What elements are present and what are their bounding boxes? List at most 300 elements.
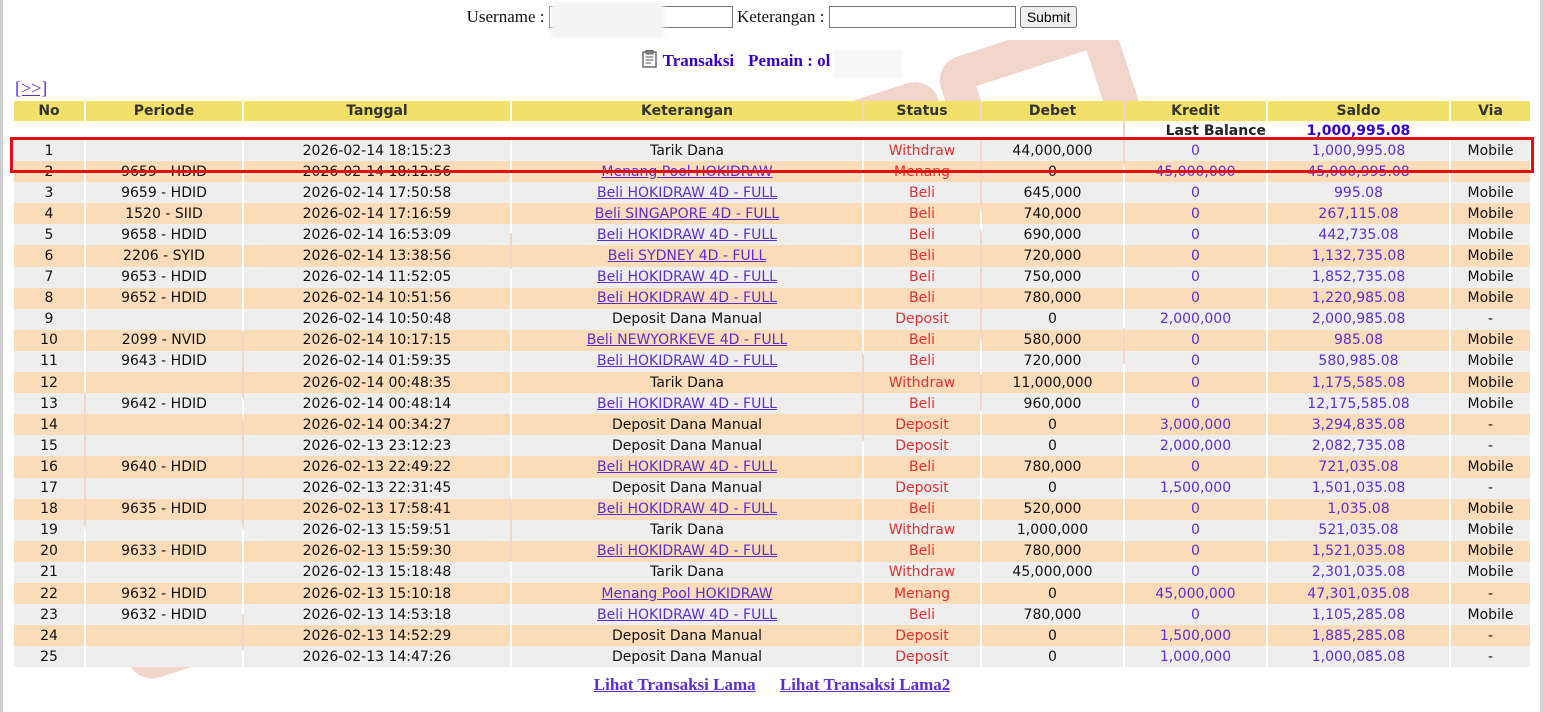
table-row (14, 414, 1530, 435)
cell-periode: 9640 - HDID (86, 456, 242, 477)
keterangan-link[interactable]: Beli HOKIDRAW 4D - FULL (597, 606, 777, 623)
cell-tanggal: 2026-02-14 00:34:27 (244, 414, 510, 435)
cell-via: Mobile (1451, 288, 1530, 309)
cell-kredit: 0 (1125, 203, 1266, 224)
search-bar (0, 6, 1544, 28)
clipboard-icon (642, 50, 657, 73)
cell-saldo: 267,115.08 (1268, 203, 1449, 224)
cell-periode: 9635 - HDID (86, 499, 242, 520)
cell-no: 20 (14, 541, 84, 562)
cell-keterangan (512, 372, 862, 393)
cell-debet: 0 (982, 583, 1123, 604)
cell-kredit: 2,000,000 (1125, 309, 1266, 330)
cell-no: 1 (14, 140, 84, 161)
cell-saldo: 521,035.08 (1268, 520, 1449, 541)
table-row (14, 562, 1530, 583)
cell-debet: 780,000 (982, 456, 1123, 477)
cell-via: Mobile (1451, 456, 1530, 477)
cell-periode: 9652 - HDID (86, 288, 242, 309)
cell-no: 9 (14, 309, 84, 330)
cell-periode: 1520 - SIID (86, 203, 242, 224)
cell-status: Menang (864, 583, 980, 604)
cell-status: Deposit (864, 435, 980, 456)
keterangan-link[interactable]: Beli HOKIDRAW 4D - FULL (597, 543, 777, 560)
cell-periode: 9642 - HDID (86, 393, 242, 414)
table-row (14, 267, 1530, 288)
cell-kredit: 0 (1125, 456, 1266, 477)
cell-no: 24 (14, 625, 84, 646)
cell-tanggal: 2026-02-14 00:48:35 (244, 372, 510, 393)
cell-via: - (1451, 414, 1530, 435)
cell-no: 5 (14, 224, 84, 245)
cell-kredit: 0 (1125, 562, 1266, 583)
cell-status: Beli (864, 203, 980, 224)
cell-tanggal: 2026-02-13 15:18:48 (244, 562, 510, 583)
table-row (14, 224, 1530, 245)
cell-status: Beli (864, 499, 980, 520)
table-row (14, 435, 1530, 456)
cell-debet: 720,000 (982, 245, 1123, 266)
col-header-kredit: Kredit (1125, 101, 1266, 121)
last-balance-value: 1,000,995.08 (1268, 121, 1449, 140)
cell-periode (86, 414, 242, 435)
page-heading (0, 50, 1544, 73)
table-row (14, 520, 1530, 541)
cell-via: - (1451, 583, 1530, 604)
cell-debet: 780,000 (982, 604, 1123, 625)
cell-debet: 0 (982, 435, 1123, 456)
keterangan-text: Deposit Dana Manual (611, 648, 763, 665)
cell-via: Mobile (1451, 562, 1530, 583)
cell-tanggal: 2026-02-13 14:47:26 (244, 646, 510, 667)
keterangan-link[interactable]: Beli HOKIDRAW 4D - FULL (597, 290, 777, 307)
cell-saldo: 1,132,735.08 (1268, 245, 1449, 266)
keterangan-label: Keterangan : (736, 7, 825, 27)
cell-status: Beli (864, 267, 980, 288)
cell-status: Deposit (864, 478, 980, 499)
cell-saldo: 1,105,285.08 (1268, 604, 1449, 625)
last-balance-spacer (14, 121, 1123, 140)
cell-tanggal: 2026-02-14 01:59:35 (244, 351, 510, 372)
next-page-link[interactable]: [>>] (15, 78, 48, 98)
cell-saldo: 1,035.08 (1268, 499, 1449, 520)
col-header-periode: Periode (86, 101, 242, 121)
cell-tanggal: 2026-02-14 17:50:58 (244, 182, 510, 203)
cell-status: Beli (864, 224, 980, 245)
cell-tanggal: 2026-02-13 15:10:18 (244, 583, 510, 604)
cell-saldo: 3,294,835.08 (1268, 414, 1449, 435)
cell-via: - (1451, 646, 1530, 667)
cell-kredit: 0 (1125, 372, 1266, 393)
table-row (14, 583, 1530, 604)
cell-periode (86, 309, 242, 330)
cell-periode (86, 140, 242, 161)
table-row (14, 245, 1530, 266)
cell-kredit: 0 (1125, 520, 1266, 541)
cell-debet: 0 (982, 414, 1123, 435)
cell-no: 25 (14, 646, 84, 667)
cell-tanggal: 2026-02-14 11:52:05 (244, 267, 510, 288)
keterangan-text: Tarik Dana (650, 564, 724, 581)
cell-debet: 960,000 (982, 393, 1123, 414)
last-balance-label: Last Balance (1125, 121, 1266, 140)
cell-debet: 0 (982, 161, 1123, 182)
transactions-table (12, 101, 1532, 667)
table-header-row (14, 101, 1530, 121)
keterangan-link[interactable]: Beli SYDNEY 4D - FULL (607, 248, 767, 265)
cell-via: Mobile (1451, 393, 1530, 414)
cell-kredit: 0 (1125, 499, 1266, 520)
col-header-keterangan: Keterangan (512, 101, 862, 121)
table-row (14, 140, 1530, 161)
cell-tanggal: 2026-02-13 23:12:23 (244, 435, 510, 456)
cell-debet: 0 (982, 478, 1123, 499)
cell-tanggal: 2026-02-13 15:59:51 (244, 520, 510, 541)
cell-periode: 9633 - HDID (86, 541, 242, 562)
cell-debet: 1,000,000 (982, 520, 1123, 541)
col-header-debet: Debet (982, 101, 1123, 121)
cell-status: Deposit (864, 625, 980, 646)
table-row (14, 499, 1530, 520)
cell-keterangan (512, 520, 862, 541)
cell-kredit: 2,000,000 (1125, 435, 1266, 456)
cell-keterangan (512, 140, 862, 161)
cell-debet: 690,000 (982, 224, 1123, 245)
cell-tanggal: 2026-02-14 18:12:56 (244, 161, 510, 182)
keterangan-text: Deposit Dana Manual (611, 416, 763, 433)
cell-periode (86, 435, 242, 456)
cell-keterangan (512, 309, 862, 330)
cell-debet: 740,000 (982, 203, 1123, 224)
table-row (14, 288, 1530, 309)
cell-debet: 44,000,000 (982, 140, 1123, 161)
cell-via: - (1451, 161, 1530, 182)
cell-saldo: 721,035.08 (1268, 456, 1449, 477)
cell-keterangan (512, 456, 862, 477)
cell-status: Beli (864, 330, 980, 351)
cell-via: Mobile (1451, 499, 1530, 520)
cell-periode: 2206 - SYID (86, 245, 242, 266)
cell-tanggal: 2026-02-14 17:16:59 (244, 203, 510, 224)
cell-tanggal: 2026-02-13 17:58:41 (244, 499, 510, 520)
cell-via: Mobile (1451, 541, 1530, 562)
table-row (14, 351, 1530, 372)
cell-via: - (1451, 309, 1530, 330)
cell-via: - (1451, 435, 1530, 456)
cell-kredit: 0 (1125, 351, 1266, 372)
table-row (14, 604, 1530, 625)
keterangan-link[interactable]: Beli HOKIDRAW 4D - FULL (597, 269, 777, 286)
cell-periode: 9658 - HDID (86, 224, 242, 245)
cell-no: 21 (14, 562, 84, 583)
cell-keterangan (512, 604, 862, 625)
cell-saldo: 1,000,995.08 (1268, 140, 1449, 161)
cell-keterangan (512, 562, 862, 583)
cell-debet: 750,000 (982, 267, 1123, 288)
cell-no: 11 (14, 351, 84, 372)
cell-keterangan (512, 625, 862, 646)
cell-saldo: 45,000,995.08 (1268, 161, 1449, 182)
last-balance-row (14, 121, 1530, 140)
cell-status: Withdraw (864, 140, 980, 161)
keterangan-text: Deposit Dana Manual (611, 627, 763, 644)
cell-saldo: 1,000,085.08 (1268, 646, 1449, 667)
table-row (14, 646, 1530, 667)
table-row (14, 541, 1530, 562)
table-row (14, 203, 1530, 224)
keterangan-text: Deposit Dana Manual (611, 311, 763, 328)
cell-kredit: 0 (1125, 267, 1266, 288)
cell-saldo: 2,082,735.08 (1268, 435, 1449, 456)
table-row (14, 330, 1530, 351)
cell-keterangan (512, 583, 862, 604)
cell-no: 7 (14, 267, 84, 288)
cell-keterangan (512, 351, 862, 372)
cell-kredit: 3,000,000 (1125, 414, 1266, 435)
cell-keterangan (512, 499, 862, 520)
old-transactions-link[interactable]: Lihat Transaksi Lama (593, 675, 756, 694)
cell-no: 16 (14, 456, 84, 477)
cell-tanggal: 2026-02-14 16:53:09 (244, 224, 510, 245)
cell-tanggal: 2026-02-14 00:48:14 (244, 393, 510, 414)
cell-saldo: 12,175,585.08 (1268, 393, 1449, 414)
cell-saldo: 1,521,035.08 (1268, 541, 1449, 562)
cell-periode: 9632 - HDID (86, 604, 242, 625)
cell-periode (86, 625, 242, 646)
keterangan-text: Deposit Dana Manual (611, 480, 763, 497)
keterangan-link[interactable]: Beli HOKIDRAW 4D - FULL (597, 501, 777, 518)
heading-transaksi: Transaksi (662, 51, 735, 70)
cell-kredit: 1,500,000 (1125, 625, 1266, 646)
table-row (14, 478, 1530, 499)
heading-pemain: Pemain : ol (748, 51, 831, 70)
cell-tanggal: 2026-02-14 18:15:23 (244, 140, 510, 161)
table-row (14, 625, 1530, 646)
cell-status: Deposit (864, 414, 980, 435)
username-label: Username : (466, 7, 545, 27)
cell-kredit: 1,500,000 (1125, 478, 1266, 499)
keterangan-link[interactable]: Beli SINGAPORE 4D - FULL (594, 205, 780, 222)
cell-status: Menang (864, 161, 980, 182)
cell-keterangan (512, 182, 862, 203)
cell-periode (86, 372, 242, 393)
cell-via: Mobile (1451, 330, 1530, 351)
cell-tanggal: 2026-02-14 10:17:15 (244, 330, 510, 351)
cell-status: Withdraw (864, 372, 980, 393)
cell-via: Mobile (1451, 351, 1530, 372)
cell-periode: 9643 - HDID (86, 351, 242, 372)
keterangan-link[interactable]: Beli HOKIDRAW 4D - FULL (597, 395, 777, 412)
cell-periode (86, 646, 242, 667)
cell-periode: 9653 - HDID (86, 267, 242, 288)
cell-no: 3 (14, 182, 84, 203)
cell-keterangan (512, 478, 862, 499)
cell-kredit: 0 (1125, 182, 1266, 203)
cell-debet: 45,000,000 (982, 562, 1123, 583)
last-balance-empty (1451, 121, 1530, 140)
keterangan-text: Tarik Dana (650, 142, 724, 159)
keterangan-link[interactable]: Beli HOKIDRAW 4D - FULL (597, 184, 777, 201)
cell-periode: 9659 - HDID (86, 161, 242, 182)
cell-status: Withdraw (864, 520, 980, 541)
cell-saldo: 995.08 (1268, 182, 1449, 203)
cell-kredit: 0 (1125, 604, 1266, 625)
cell-debet: 780,000 (982, 288, 1123, 309)
keterangan-link[interactable]: Beli HOKIDRAW 4D - FULL (597, 226, 777, 243)
table-row (14, 161, 1530, 182)
cell-no: 15 (14, 435, 84, 456)
old-transactions-2-link[interactable]: Lihat Transaksi Lama2 (779, 675, 951, 694)
keterangan-link[interactable]: Beli HOKIDRAW 4D - FULL (597, 353, 777, 370)
cell-kredit: 0 (1125, 393, 1266, 414)
cell-status: Withdraw (864, 562, 980, 583)
cell-kredit: 0 (1125, 541, 1266, 562)
keterangan-input[interactable] (829, 6, 1016, 28)
cell-saldo: 1,885,285.08 (1268, 625, 1449, 646)
cell-no: 17 (14, 478, 84, 499)
cell-no: 8 (14, 288, 84, 309)
cell-saldo: 985.08 (1268, 330, 1449, 351)
cell-saldo: 1,220,985.08 (1268, 288, 1449, 309)
cell-keterangan (512, 267, 862, 288)
cell-kredit: 45,000,000 (1125, 161, 1266, 182)
cell-kredit: 0 (1125, 140, 1266, 161)
cell-status: Beli (864, 182, 980, 203)
cell-saldo: 47,301,035.08 (1268, 583, 1449, 604)
cell-status: Beli (864, 245, 980, 266)
cell-keterangan (512, 203, 862, 224)
cell-via: Mobile (1451, 604, 1530, 625)
table-row (14, 393, 1530, 414)
footer-links (0, 675, 1544, 695)
cell-kredit: 0 (1125, 224, 1266, 245)
redacted-player-overlay (833, 49, 903, 79)
cell-debet: 645,000 (982, 182, 1123, 203)
cell-periode (86, 478, 242, 499)
cell-tanggal: 2026-02-13 14:53:18 (244, 604, 510, 625)
cell-no: 10 (14, 330, 84, 351)
cell-via: - (1451, 625, 1530, 646)
cell-saldo: 2,000,985.08 (1268, 309, 1449, 330)
table-row (14, 372, 1530, 393)
cell-via: Mobile (1451, 520, 1530, 541)
cell-no: 2 (14, 161, 84, 182)
cell-debet: 0 (982, 625, 1123, 646)
cell-status: Beli (864, 456, 980, 477)
cell-no: 18 (14, 499, 84, 520)
cell-via: Mobile (1451, 182, 1530, 203)
redacted-username-overlay (551, 2, 664, 38)
col-header-via: Via (1451, 101, 1530, 121)
cell-tanggal: 2026-02-13 22:31:45 (244, 478, 510, 499)
cell-via: Mobile (1451, 267, 1530, 288)
cell-status: Beli (864, 541, 980, 562)
keterangan-text: Tarik Dana (650, 374, 724, 391)
cell-saldo: 1,175,585.08 (1268, 372, 1449, 393)
keterangan-link[interactable]: Menang Pool HOKIDRAW (601, 163, 773, 180)
submit-button[interactable]: Submit (1020, 6, 1078, 28)
cell-debet: 780,000 (982, 541, 1123, 562)
cell-debet: 520,000 (982, 499, 1123, 520)
cell-keterangan (512, 161, 862, 182)
cell-keterangan (512, 393, 862, 414)
keterangan-text: Deposit Dana Manual (611, 437, 763, 454)
cell-periode: 2099 - NVID (86, 330, 242, 351)
cell-saldo: 1,501,035.08 (1268, 478, 1449, 499)
col-header-status: Status (864, 101, 980, 121)
cell-tanggal: 2026-02-14 10:51:56 (244, 288, 510, 309)
cell-kredit: 0 (1125, 288, 1266, 309)
cell-no: 13 (14, 393, 84, 414)
cell-no: 12 (14, 372, 84, 393)
cell-status: Deposit (864, 309, 980, 330)
cell-via: Mobile (1451, 203, 1530, 224)
cell-saldo: 1,852,735.08 (1268, 267, 1449, 288)
cell-keterangan (512, 435, 862, 456)
cell-status: Deposit (864, 646, 980, 667)
cell-tanggal: 2026-02-13 22:49:22 (244, 456, 510, 477)
cell-tanggal: 2026-02-14 10:50:48 (244, 309, 510, 330)
cell-via: Mobile (1451, 372, 1530, 393)
keterangan-link[interactable]: Beli NEWYORKEVE 4D - FULL (586, 332, 788, 349)
keterangan-text: Tarik Dana (650, 522, 724, 539)
cell-no: 22 (14, 583, 84, 604)
cell-via: - (1451, 478, 1530, 499)
cell-status: Beli (864, 351, 980, 372)
keterangan-link[interactable]: Menang Pool HOKIDRAW (601, 585, 773, 602)
cell-tanggal: 2026-02-14 13:38:56 (244, 245, 510, 266)
page-scrollbar-edge (1540, 0, 1544, 712)
cell-debet: 720,000 (982, 351, 1123, 372)
cell-debet: 0 (982, 646, 1123, 667)
cell-kredit: 1,000,000 (1125, 646, 1266, 667)
cell-via: Mobile (1451, 224, 1530, 245)
cell-tanggal: 2026-02-13 15:59:30 (244, 541, 510, 562)
table-row (14, 182, 1530, 203)
cell-keterangan (512, 245, 862, 266)
cell-no: 6 (14, 245, 84, 266)
table-row (14, 456, 1530, 477)
table-row (14, 309, 1530, 330)
cell-saldo: 580,985.08 (1268, 351, 1449, 372)
cell-via: Mobile (1451, 245, 1530, 266)
cell-keterangan (512, 288, 862, 309)
cell-keterangan (512, 330, 862, 351)
cell-keterangan (512, 541, 862, 562)
cell-no: 14 (14, 414, 84, 435)
cell-kredit: 0 (1125, 330, 1266, 351)
col-header-tanggal: Tanggal (244, 101, 510, 121)
page-left-border (0, 0, 3, 712)
cell-tanggal: 2026-02-13 14:52:29 (244, 625, 510, 646)
cell-keterangan (512, 224, 862, 245)
cell-periode: 9632 - HDID (86, 583, 242, 604)
cell-no: 4 (14, 203, 84, 224)
cell-status: Beli (864, 288, 980, 309)
cell-no: 23 (14, 604, 84, 625)
cell-debet: 0 (982, 309, 1123, 330)
cell-periode (86, 562, 242, 583)
cell-debet: 11,000,000 (982, 372, 1123, 393)
cell-saldo: 2,301,035.08 (1268, 562, 1449, 583)
cell-via: Mobile (1451, 140, 1530, 161)
cell-kredit: 0 (1125, 245, 1266, 266)
cell-keterangan (512, 646, 862, 667)
cell-debet: 580,000 (982, 330, 1123, 351)
col-header-saldo: Saldo (1268, 101, 1449, 121)
keterangan-link[interactable]: Beli HOKIDRAW 4D - FULL (597, 458, 777, 475)
cell-saldo: 442,735.08 (1268, 224, 1449, 245)
